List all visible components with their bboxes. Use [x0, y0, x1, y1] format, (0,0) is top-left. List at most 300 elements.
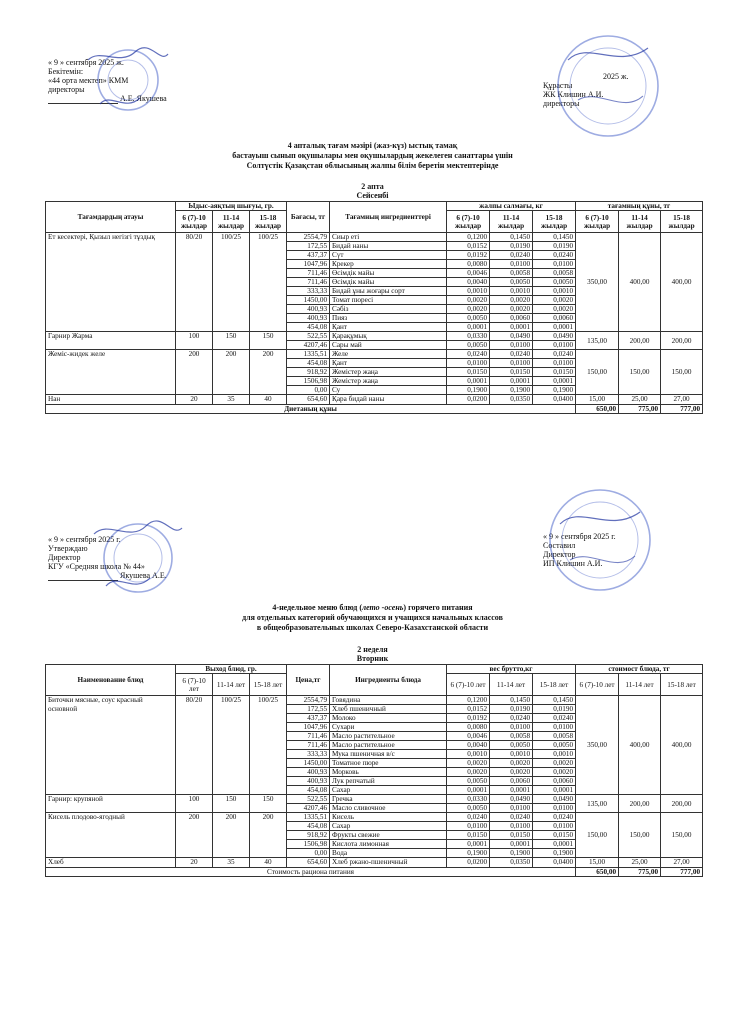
kz-day: Сейсенбі: [356, 191, 389, 200]
ingredient-row: [46, 795, 703, 804]
dish-name: Ет кесектері, Қызыл негізгі тұздық: [46, 233, 176, 332]
ingredient-weight-age3: 0,0020: [533, 296, 576, 305]
ingredient-weight-age3: 0,0100: [533, 822, 576, 831]
ingredient-price: 918,92: [287, 368, 330, 377]
dish-cost-age2: 400,00: [619, 696, 661, 795]
ingredient-weight-age3: 0,1900: [533, 386, 576, 395]
ingredient-weight-age2: 0,0020: [490, 768, 533, 777]
dish-yield-age3: 100/25: [250, 233, 287, 332]
ingredient-name: Жемістер жаңа: [330, 368, 447, 377]
dish-cost-age1: 150,00: [576, 350, 619, 395]
dish-name: Жеміс-жидек желе: [46, 350, 176, 395]
ingredient-weight-age1: 0,0001: [447, 786, 490, 795]
ingredient-weight-age2: 0,0058: [490, 732, 533, 741]
ingredient-weight-age3: 0,0150: [533, 368, 576, 377]
ingredient-name: Қант: [330, 359, 447, 368]
dish-cost-age3: 27,00: [661, 858, 703, 868]
ingredient-name: Вода: [330, 849, 447, 858]
ru-total-row: [46, 867, 703, 876]
ingredient-weight-age2: 0,0490: [490, 795, 533, 804]
dish-yield-age2: 200: [213, 350, 250, 395]
ru-total-age3: 777,00: [661, 867, 703, 876]
ingredient-weight-age2: 0,0350: [490, 395, 533, 405]
dish-name: Нан: [46, 395, 176, 405]
kz-title-line3: Солтүстік Қазақстан облысының жалпы білім беретін мектептерінде: [246, 161, 499, 170]
ingredient-weight-age3: 0,0400: [533, 858, 576, 868]
ingredient-weight-age1: 0,0020: [447, 305, 490, 314]
ingredient-row: [46, 233, 703, 242]
ingredient-weight-age1: 0,0020: [447, 768, 490, 777]
dish-yield-age2: 100/25: [213, 233, 250, 332]
ingredient-weight-age1: 0,0001: [447, 840, 490, 849]
dish-cost-age2: 200,00: [619, 332, 661, 350]
ingredient-name: Сахар: [330, 822, 447, 831]
dish-cost-age1: 350,00: [576, 696, 619, 795]
ru-total-age2: 775,00: [619, 867, 661, 876]
ru-week: 2 неделя: [357, 645, 388, 654]
ingredient-price: 2554,79: [287, 233, 330, 242]
ingredient-price: 0,00: [287, 386, 330, 395]
ingredient-name: Желе: [330, 350, 447, 359]
kz-menu-body: [46, 233, 703, 405]
ingredient-weight-age3: 0,0010: [533, 750, 576, 759]
ingredient-weight-age1: 0,0001: [447, 377, 490, 386]
ingredient-weight-age1: 0,0046: [447, 269, 490, 278]
ingredient-row: [46, 350, 703, 359]
ingredient-weight-age1: 0,1200: [447, 696, 490, 705]
ru-header-yield: Выход блюд, гр.: [176, 665, 287, 674]
ingredient-weight-age2: 0,0060: [490, 314, 533, 323]
kz-week: 2 апта: [361, 182, 384, 191]
dish-yield-age2: 150: [213, 795, 250, 813]
ingredient-price: 454,08: [287, 359, 330, 368]
ingredient-weight-age3: 0,0020: [533, 768, 576, 777]
ingredient-weight-age1: 0,0050: [447, 341, 490, 350]
kz-header-yield: Ыдыс-аяқтың шығуы, гр.: [176, 202, 287, 211]
dish-yield-age2: 100/25: [213, 696, 250, 795]
kz-header-yield-age2: 11-14 жылдар: [213, 211, 250, 233]
dish-yield-age2: 150: [213, 332, 250, 350]
ingredient-weight-age3: 0,0020: [533, 759, 576, 768]
ingredient-price: 400,93: [287, 305, 330, 314]
ingredient-price: 1047,96: [287, 260, 330, 269]
dish-yield-age3: 200: [250, 813, 287, 858]
dish-yield-age3: 40: [250, 395, 287, 405]
dish-cost-age2: 200,00: [619, 795, 661, 813]
ingredient-price: 654,60: [287, 858, 330, 868]
ru-header-cost: стоимост блюда, тг: [576, 665, 703, 674]
ru-header-price: Цена,тг: [287, 665, 330, 696]
ingredient-price: 437,37: [287, 251, 330, 260]
dish-yield-age1: 80/20: [176, 233, 213, 332]
ingredient-name: Пияз: [330, 314, 447, 323]
kz-compiled-line3: директоры: [543, 99, 580, 108]
ingredient-weight-age3: 0,0100: [533, 804, 576, 813]
ingredient-weight-age2: 0,0001: [490, 840, 533, 849]
kz-total-age3: 777,00: [661, 404, 703, 413]
ingredient-name: Масло растительное: [330, 732, 447, 741]
kz-header-price: Бағасы, тг: [287, 202, 330, 233]
ru-header-weight-age1: 6 (7)-10 лет: [447, 674, 490, 696]
kz-header-yield-age3: 15-18 жылдар: [250, 211, 287, 233]
ingredient-weight-age2: 0,0050: [490, 278, 533, 287]
ingredient-price: 400,93: [287, 777, 330, 786]
ingredient-weight-age1: 0,0050: [447, 314, 490, 323]
ingredient-price: 1450,00: [287, 296, 330, 305]
ingredient-weight-age3: 0,0240: [533, 251, 576, 260]
dish-cost-age3: 400,00: [661, 233, 703, 332]
ingredient-name: Өсімдік майы: [330, 269, 447, 278]
dish-name: Биточки мясные, соус красный основной: [46, 696, 176, 795]
ingredient-price: 918,92: [287, 831, 330, 840]
dish-cost-age1: 150,00: [576, 813, 619, 858]
ru-title-line3: в общеобразовательных школах Северо-Казахстанской области: [256, 623, 489, 632]
ingredient-weight-age1: 0,0150: [447, 368, 490, 377]
ingredient-weight-age3: 0,0058: [533, 732, 576, 741]
ingredient-price: 1450,00: [287, 759, 330, 768]
ingredient-weight-age2: 0,0240: [490, 251, 533, 260]
ingredient-weight-age2: 0,0020: [490, 296, 533, 305]
kz-title-line2: бастауыш сынып оқушылары мен оқушылардың жекелеген санаттары үшін: [232, 151, 513, 160]
kz-approval-line1: Бекітемін:: [48, 67, 84, 76]
kz-approval-date: « 9 » сентября 2025 ж.: [48, 58, 124, 67]
dish-yield-age1: 100: [176, 332, 213, 350]
kz-menu-table: [45, 201, 703, 414]
ingredient-name: Өсімдік майы: [330, 278, 447, 287]
kz-total-row: [46, 404, 703, 413]
ingredient-weight-age3: 0,0050: [533, 741, 576, 750]
ingredient-weight-age1: 0,0080: [447, 260, 490, 269]
dish-cost-age1: 350,00: [576, 233, 619, 332]
ingredient-weight-age3: 0,0400: [533, 395, 576, 405]
ru-header-cost-age1: 6 (7)-10 лет: [576, 674, 619, 696]
dish-yield-age1: 200: [176, 813, 213, 858]
ingredient-weight-age3: 0,0060: [533, 777, 576, 786]
ingredient-price: 711,46: [287, 732, 330, 741]
ingredient-name: Томат пюресі: [330, 296, 447, 305]
ingredient-weight-age2: 0,0100: [490, 723, 533, 732]
ingredient-weight-age2: 0,0058: [490, 269, 533, 278]
ingredient-weight-age1: 0,0192: [447, 251, 490, 260]
ingredient-name: Молоко: [330, 714, 447, 723]
ingredient-price: 333,33: [287, 287, 330, 296]
ingredient-weight-age3: 0,0240: [533, 714, 576, 723]
ru-title: [0, 603, 745, 633]
ingredient-weight-age1: 0,0080: [447, 723, 490, 732]
ingredient-weight-age3: 0,0001: [533, 840, 576, 849]
ru-header-yield-age2: 11-14 лет: [213, 674, 250, 696]
ru-title-line2: для отдельных категорий обучающихся и учащихся начальных классов: [242, 613, 503, 622]
ingredient-weight-age1: 0,0001: [447, 323, 490, 332]
dish-yield-age1: 80/20: [176, 696, 213, 795]
dish-yield-age1: 100: [176, 795, 213, 813]
ingredient-weight-age3: 0,0190: [533, 242, 576, 251]
ingredient-weight-age2: 0,0100: [490, 359, 533, 368]
ingredient-weight-age3: 0,0060: [533, 314, 576, 323]
ingredient-weight-age2: 0,1450: [490, 233, 533, 242]
ingredient-weight-age2: 0,0010: [490, 750, 533, 759]
ingredient-weight-age2: 0,0350: [490, 858, 533, 868]
ingredient-name: Мука пшеничная в/с: [330, 750, 447, 759]
dish-yield-age3: 200: [250, 350, 287, 395]
ingredient-weight-age2: 0,0060: [490, 777, 533, 786]
ingredient-weight-age1: 0,0240: [447, 813, 490, 822]
ingredient-price: 437,37: [287, 714, 330, 723]
ingredient-name: Масло сливочное: [330, 804, 447, 813]
ingredient-weight-age3: 0,0010: [533, 287, 576, 296]
ingredient-name: Сары май: [330, 341, 447, 350]
ru-approval-line2: Директор: [48, 553, 81, 562]
ingredient-row: [46, 858, 703, 868]
ingredient-weight-age3: 0,0100: [533, 341, 576, 350]
ingredient-name: Морковь: [330, 768, 447, 777]
ru-total-age1: 650,00: [576, 867, 619, 876]
ingredient-weight-age1: 0,0152: [447, 705, 490, 714]
ingredient-name: Кисель: [330, 813, 447, 822]
ingredient-weight-age3: 0,0190: [533, 705, 576, 714]
ingredient-weight-age2: 0,0150: [490, 368, 533, 377]
ingredient-weight-age1: 0,1200: [447, 233, 490, 242]
ingredient-weight-age2: 0,0050: [490, 741, 533, 750]
ingredient-weight-age3: 0,0150: [533, 831, 576, 840]
dish-name: Гарнир Жарма: [46, 332, 176, 350]
ingredient-weight-age2: 0,1900: [490, 386, 533, 395]
ingredient-name: Томатное пюре: [330, 759, 447, 768]
dish-cost-age3: 150,00: [661, 813, 703, 858]
ru-left-signature-stamp-icon: [88, 518, 184, 598]
kz-approval-line3: директоры: [48, 85, 85, 94]
ingredient-weight-age3: 0,0100: [533, 723, 576, 732]
ingredient-name: Қара бидай наны: [330, 395, 447, 405]
ingredient-price: 2554,79: [287, 696, 330, 705]
ingredient-price: 1047,96: [287, 723, 330, 732]
ru-header-weight: вес брутто,кг: [447, 665, 576, 674]
kz-title: [0, 141, 745, 171]
ingredient-price: 522,55: [287, 795, 330, 804]
ingredient-weight-age2: 0,0010: [490, 287, 533, 296]
kz-header-weight: жалпы салмағы, кг: [447, 202, 576, 211]
dish-yield-age2: 35: [213, 858, 250, 868]
ingredient-price: 4207,46: [287, 341, 330, 350]
ingredient-name: Крекер: [330, 260, 447, 269]
ingredient-price: 400,93: [287, 314, 330, 323]
ru-compiled-line2: Директор: [543, 550, 576, 559]
ingredient-price: 454,08: [287, 786, 330, 795]
dish-yield-age3: 100/25: [250, 696, 287, 795]
ingredient-name: Лук репчатый: [330, 777, 447, 786]
ru-title-line1: 4-недельное меню блюд (лето -осень) горячего питания: [272, 603, 473, 612]
ingredient-weight-age2: 0,1900: [490, 849, 533, 858]
ru-approval-line1: Утверждаю: [48, 544, 88, 553]
ingredient-price: 400,93: [287, 768, 330, 777]
ingredient-name: Сәбіз: [330, 305, 447, 314]
ingredient-weight-age3: 0,0240: [533, 813, 576, 822]
ru-menu-table: [45, 664, 703, 877]
ingredient-price: 1506,98: [287, 377, 330, 386]
kz-compiled-line2: ЖК Клишин А.И.: [543, 90, 604, 99]
ru-compiled-line3: ИП Клишин А.И.: [543, 559, 603, 568]
ru-right-stamp-icon: [540, 484, 660, 594]
kz-header-cost-age1: 6 (7)-10 жылдар: [576, 211, 619, 233]
ingredient-name: Бидай ұны жоғары сорт: [330, 287, 447, 296]
ingredient-weight-age3: 0,0058: [533, 269, 576, 278]
ingredient-name: Фрукты свежие: [330, 831, 447, 840]
ingredient-weight-age3: 0,0001: [533, 323, 576, 332]
kz-header-dish: Тағамдардың атауы: [46, 202, 176, 233]
dish-cost-age2: 25,00: [619, 858, 661, 868]
ingredient-weight-age1: 0,1900: [447, 849, 490, 858]
ingredient-price: 0,00: [287, 849, 330, 858]
ingredient-weight-age2: 0,0190: [490, 242, 533, 251]
ru-header-cost-age3: 15-18 лет: [661, 674, 703, 696]
ingredient-weight-age1: 0,0010: [447, 287, 490, 296]
ingredient-price: 522,55: [287, 332, 330, 341]
ru-approval-date: « 9 » сентября 2025 г.: [48, 535, 121, 544]
ingredient-name: Хлеб пшеничный: [330, 705, 447, 714]
ingredient-weight-age3: 0,0490: [533, 332, 576, 341]
kz-header-ingredients: Тағамның ингредиенттері: [330, 202, 447, 233]
dish-yield-age2: 35: [213, 395, 250, 405]
dish-cost-age3: 150,00: [661, 350, 703, 395]
ingredient-weight-age1: 0,0050: [447, 777, 490, 786]
ru-header-yield-age3: 15-18 лет: [250, 674, 287, 696]
dish-cost-age1: 135,00: [576, 332, 619, 350]
ingredient-weight-age1: 0,0330: [447, 332, 490, 341]
ingredient-weight-age1: 0,0152: [447, 242, 490, 251]
ingredient-weight-age2: 0,0240: [490, 714, 533, 723]
ingredient-weight-age3: 0,0100: [533, 260, 576, 269]
ingredient-weight-age1: 0,0040: [447, 278, 490, 287]
dish-cost-age2: 400,00: [619, 233, 661, 332]
ru-day: Вторник: [356, 654, 389, 663]
dish-cost-age1: 15,00: [576, 858, 619, 868]
dish-yield-age1: 200: [176, 350, 213, 395]
ingredient-weight-age3: 0,0001: [533, 786, 576, 795]
dish-yield-age1: 20: [176, 858, 213, 868]
ru-compiled-line1: Составил: [543, 541, 576, 550]
ingredient-weight-age2: 0,0100: [490, 260, 533, 269]
ingredient-name: Қарақұмық: [330, 332, 447, 341]
ingredient-weight-age2: 0,0020: [490, 305, 533, 314]
ingredient-price: 333,33: [287, 750, 330, 759]
ru-approval-line3: КГУ «Средняя школа № 44»: [48, 562, 145, 571]
dish-cost-age1: 15,00: [576, 395, 619, 405]
ingredient-weight-age1: 0,0010: [447, 750, 490, 759]
kz-header-yield-age1: 6 (7)-10 жылдар: [176, 211, 213, 233]
ingredient-price: 1506,98: [287, 840, 330, 849]
ingredient-weight-age1: 0,0046: [447, 732, 490, 741]
ingredient-weight-age2: 0,0001: [490, 786, 533, 795]
dish-cost-age2: 150,00: [619, 350, 661, 395]
ingredient-name: Су: [330, 386, 447, 395]
kz-header-cost-age3: 15-18 жылдар: [661, 211, 703, 233]
ru-menu-body: [46, 696, 703, 868]
ingredient-price: 454,08: [287, 822, 330, 831]
ingredient-row: [46, 395, 703, 405]
ingredient-weight-age1: 0,0240: [447, 350, 490, 359]
ingredient-weight-age3: 0,0240: [533, 350, 576, 359]
ingredient-weight-age2: 0,0020: [490, 759, 533, 768]
kz-header-cost-age2: 11-14 жылдар: [619, 211, 661, 233]
dish-name: Хлеб: [46, 858, 176, 868]
ingredient-weight-age1: 0,0200: [447, 858, 490, 868]
ru-approval-signer: Якушева А.Е.: [120, 571, 167, 580]
ingredient-weight-age3: 0,1450: [533, 696, 576, 705]
kz-approval-signer: А.Е. Якушева: [120, 94, 167, 103]
ingredient-name: Сухари: [330, 723, 447, 732]
ingredient-weight-age1: 0,0100: [447, 822, 490, 831]
ingredient-weight-age3: 0,0490: [533, 795, 576, 804]
ingredient-weight-age2: 0,0150: [490, 831, 533, 840]
kz-total-age2: 775,00: [619, 404, 661, 413]
ingredient-price: 711,46: [287, 269, 330, 278]
ingredient-weight-age2: 0,0240: [490, 813, 533, 822]
ingredient-price: 172,55: [287, 705, 330, 714]
ingredient-weight-age3: 0,1900: [533, 849, 576, 858]
ingredient-row: [46, 696, 703, 705]
ingredient-weight-age2: 0,0001: [490, 377, 533, 386]
dish-name: Кисель плодово-ягодный: [46, 813, 176, 858]
ingredient-weight-age2: 0,0100: [490, 822, 533, 831]
ingredient-weight-age1: 0,0040: [447, 741, 490, 750]
kz-compiled-line1: Құрасты: [543, 81, 573, 90]
ru-header-dish: Наименование блюд: [46, 665, 176, 696]
ingredient-weight-age1: 0,0150: [447, 831, 490, 840]
ingredient-name: Говядина: [330, 696, 447, 705]
ingredient-row: [46, 332, 703, 341]
dish-yield-age3: 150: [250, 795, 287, 813]
ingredient-weight-age1: 0,0192: [447, 714, 490, 723]
ingredient-weight-age1: 0,0020: [447, 296, 490, 305]
dish-yield-age2: 200: [213, 813, 250, 858]
ingredient-weight-age2: 0,0240: [490, 350, 533, 359]
dish-cost-age3: 400,00: [661, 696, 703, 795]
ingredient-price: 711,46: [287, 741, 330, 750]
ingredient-weight-age1: 0,0100: [447, 359, 490, 368]
ru-header-weight-age3: 15-18 лет: [533, 674, 576, 696]
ingredient-weight-age1: 0,0050: [447, 804, 490, 813]
dish-name: Гарнир: крупяной: [46, 795, 176, 813]
ingredient-weight-age1: 0,0020: [447, 759, 490, 768]
kz-total-label: Диетаның құны: [46, 404, 576, 413]
ingredient-weight-age3: 0,0050: [533, 278, 576, 287]
ru-header-weight-age2: 11-14 лет: [490, 674, 533, 696]
ingredient-price: 1335,51: [287, 813, 330, 822]
ingredient-price: 454,08: [287, 323, 330, 332]
ingredient-name: Хлеб ржано-пшеничный: [330, 858, 447, 868]
dish-yield-age1: 20: [176, 395, 213, 405]
kz-left-signature-stamp-icon: [80, 46, 170, 114]
ingredient-price: 711,46: [287, 278, 330, 287]
ru-total-label: Стоимость рациона питания: [46, 867, 576, 876]
ingredient-price: 4207,46: [287, 804, 330, 813]
dish-cost-age2: 150,00: [619, 813, 661, 858]
ingredient-weight-age2: 0,0190: [490, 705, 533, 714]
dish-cost-age2: 25,00: [619, 395, 661, 405]
dish-yield-age3: 40: [250, 858, 287, 868]
kz-header-weight-age1: 6 (7)-10 жылдар: [447, 211, 490, 233]
kz-compiled-date: 2025 ж.: [603, 72, 629, 81]
ingredient-price: 1335,51: [287, 350, 330, 359]
ingredient-name: Сиыр еті: [330, 233, 447, 242]
kz-approval-line2: «44 орта мектеп» КММ: [48, 76, 129, 85]
ingredient-weight-age2: 0,0490: [490, 332, 533, 341]
dish-cost-age3: 27,00: [661, 395, 703, 405]
ru-header-cost-age2: 11-14 лет: [619, 674, 661, 696]
dish-cost-age3: 200,00: [661, 795, 703, 813]
ingredient-weight-age2: 0,0001: [490, 323, 533, 332]
ingredient-weight-age3: 0,0100: [533, 359, 576, 368]
